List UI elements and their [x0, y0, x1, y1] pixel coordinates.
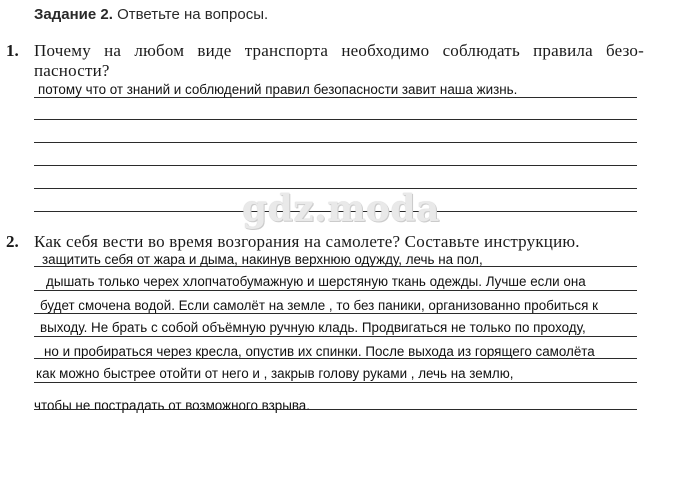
answer-1-line-1: потому что от знаний и соблюдений правил безопасности завит наша жизнь.	[38, 82, 518, 97]
answer-rule	[34, 382, 637, 383]
answer-rule	[34, 266, 637, 267]
answer-rule	[34, 409, 637, 410]
task-instruction: Ответьте на вопросы.	[117, 6, 269, 23]
answer-rule	[34, 97, 637, 98]
answer-2-line-4: выходу. Не брать с собой объёмную ручную кладь. Продвигаться не только по проходу,	[40, 320, 586, 335]
question-1-text-line2: пасности?	[34, 61, 110, 80]
question-2-number: 2.	[6, 232, 19, 251]
answer-rule	[34, 142, 637, 143]
answer-rule	[34, 313, 637, 314]
answer-2-line-1: защитить себя от жара и дыма, накинув верхнюю одужду, лечь на пол,	[42, 252, 483, 267]
watermark: gdz.moda	[242, 188, 440, 230]
task-heading	[34, 6, 268, 23]
answer-rule	[34, 119, 637, 120]
answer-rule	[34, 336, 637, 337]
question-1-text-line1: Почему на любом виде транспорта необходимо соблюдать правила безо-	[34, 41, 644, 60]
answer-2-line-2: дышать только черех хлопчатобумажную и шерстяную ткань одежды. Лучше если она	[46, 274, 586, 289]
question-2-text-line1: Как себя вести во время возгорания на самолете? Составьте инструкцию.	[34, 232, 580, 251]
answer-2-line-6: как можно быстрее отойти от него и , закрыв голову руками , лечь на землю,	[36, 366, 514, 381]
answer-2-line-3: будет смочена водой. Если самолёт на земле , то без паники, организованно пробиться к	[40, 298, 598, 313]
question-1-number: 1.	[6, 41, 19, 60]
task-label: Задание 2.	[34, 6, 113, 23]
answer-2-line-7: чтобы не пострадать от возможного взрыва.	[34, 398, 310, 413]
answer-rule	[34, 290, 637, 291]
answer-rule	[34, 165, 637, 166]
answer-2-line-5: но и пробираться через кресла, опустив их спинки. После выхода из горящего самолёта	[44, 344, 595, 359]
answer-rule	[34, 358, 637, 359]
